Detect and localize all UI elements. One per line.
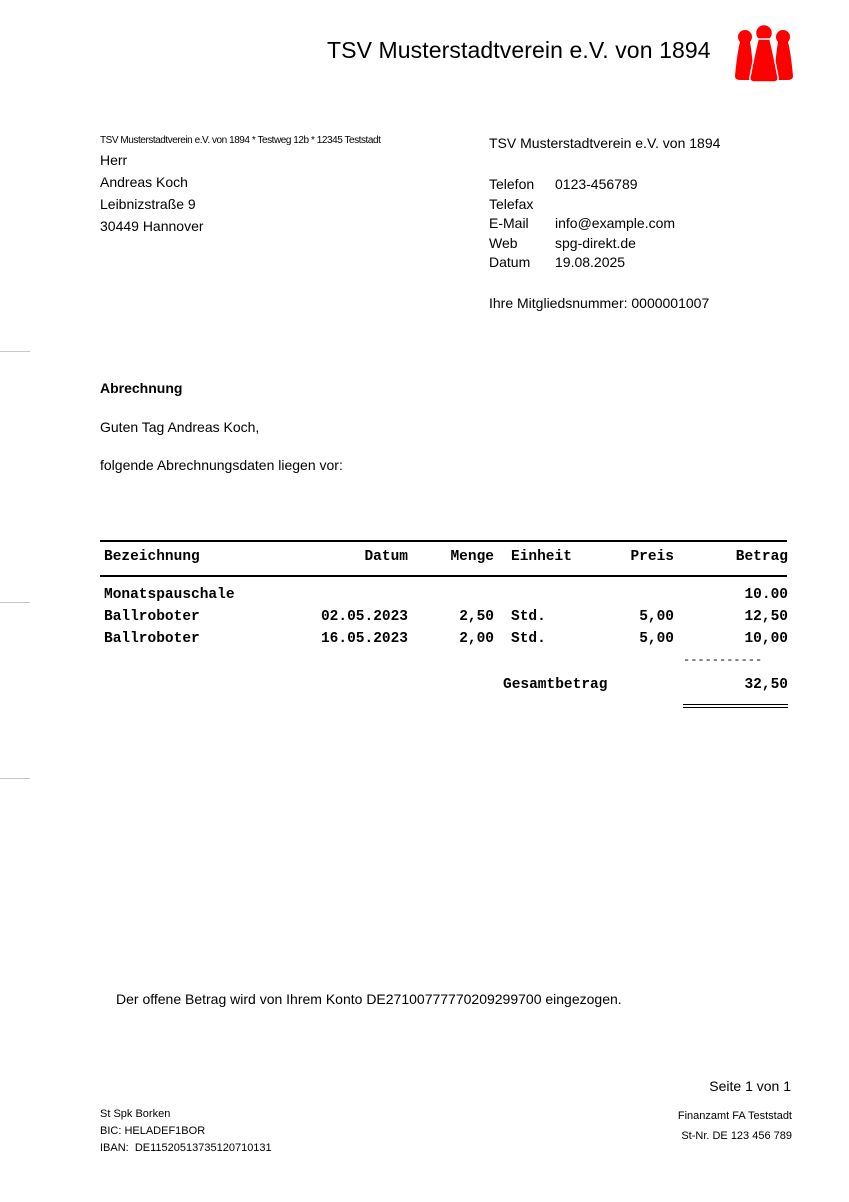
column-header-betrag: Betrag [735, 549, 788, 565]
total-value: 32,50 [744, 677, 788, 693]
contact-value: spg-direkt.de [555, 234, 636, 251]
page-number: Seite 1 von 1 [709, 1078, 791, 1094]
cell-datum: 16.05.2023 [320, 631, 408, 647]
fold-mark [0, 778, 30, 779]
recipient-city: 30449 Hannover [100, 218, 204, 234]
contact-label: Web [489, 234, 518, 251]
column-header-datum: Datum [364, 549, 408, 565]
tax-details [600, 1106, 792, 1146]
tax-number: St-Nr. DE 123 456 789 [681, 1130, 792, 1142]
bank-iban: IBAN: DE11520513735120710131 [100, 1142, 272, 1154]
contact-value: 19.08.2025 [555, 254, 626, 271]
fold-mark [0, 602, 30, 603]
contact-value: info@example.com [555, 215, 676, 232]
total-double-underline [683, 704, 788, 705]
intro-text: folgende Abrechnungsdaten liegen vor: [100, 457, 343, 473]
recipient-salutation: Herr [100, 152, 128, 168]
header-title: TSV Musterstadtverein e.V. von 1894 [327, 37, 711, 63]
bank-bic: BIC: HELADEF1BOR [100, 1125, 206, 1137]
column-header-preis: Preis [630, 549, 674, 565]
cell-einheit: Std. [511, 631, 546, 647]
recipient-street: Leibnizstraße 9 [100, 196, 196, 212]
contact-label: E-Mail [489, 215, 529, 232]
cell-betrag: 10.00 [744, 587, 788, 603]
contact-info [489, 175, 675, 273]
cell-bezeichnung: Monatspauschale [104, 587, 235, 603]
cell-betrag: 12,50 [744, 609, 788, 625]
greeting: Guten Tag Andreas Koch, [100, 419, 260, 435]
cell-einheit: Std. [511, 609, 546, 625]
cell-menge: 2,50 [459, 609, 494, 625]
contact-label: Datum [489, 254, 531, 271]
column-header-menge: Menge [450, 549, 494, 565]
contact-row-telefon [489, 175, 675, 195]
column-header-bezeichnung: Bezeichnung [104, 549, 200, 565]
member-number: Ihre Mitgliedsnummer: 0000001007 [489, 295, 710, 311]
table-header-rule [100, 575, 787, 577]
recipient-address [100, 149, 204, 237]
contact-value: 0123-456789 [555, 176, 638, 192]
cell-preis: 5,00 [639, 609, 674, 625]
column-header-einheit: Einheit [511, 549, 572, 565]
cell-datum: 02.05.2023 [320, 609, 408, 625]
total-double-underline [683, 707, 788, 708]
contact-row-email [489, 214, 675, 234]
table-top-rule [100, 540, 787, 542]
cell-bezeichnung: Ballroboter [104, 631, 200, 647]
total-label: Gesamtbetrag [503, 677, 608, 693]
contact-row-web [489, 234, 675, 254]
contact-label: Telefon [489, 176, 535, 192]
contact-row-telefax [489, 195, 675, 215]
cell-bezeichnung: Ballroboter [104, 609, 200, 625]
subject: Abrechnung [100, 380, 183, 396]
people-pawns-icon [733, 24, 795, 82]
tax-office: Finanzamt FA Teststadt [677, 1110, 792, 1122]
fold-mark [0, 351, 30, 352]
cell-preis: 5,00 [639, 631, 674, 647]
bank-name: St Spk Borken [100, 1108, 171, 1120]
debit-note: Der offene Betrag wird von Ihrem Konto DE27100777770209299700 eingezogen. [116, 991, 622, 1007]
cell-menge: 2,00 [459, 631, 494, 647]
contact-row-datum [489, 253, 675, 273]
sender-return-address: TSV Musterstadtverein e.V. von 1894 * Testweg 12b * 12345 Teststadt [100, 135, 381, 146]
contact-label: Telefax [489, 195, 534, 212]
recipient-name: Andreas Koch [100, 174, 188, 190]
organization-name: TSV Musterstadtverein e.V. von 1894 [489, 135, 721, 151]
bank-details [100, 1106, 272, 1157]
cell-betrag: 10,00 [744, 631, 788, 647]
subtotal-dash-line: ----------- [683, 653, 763, 667]
